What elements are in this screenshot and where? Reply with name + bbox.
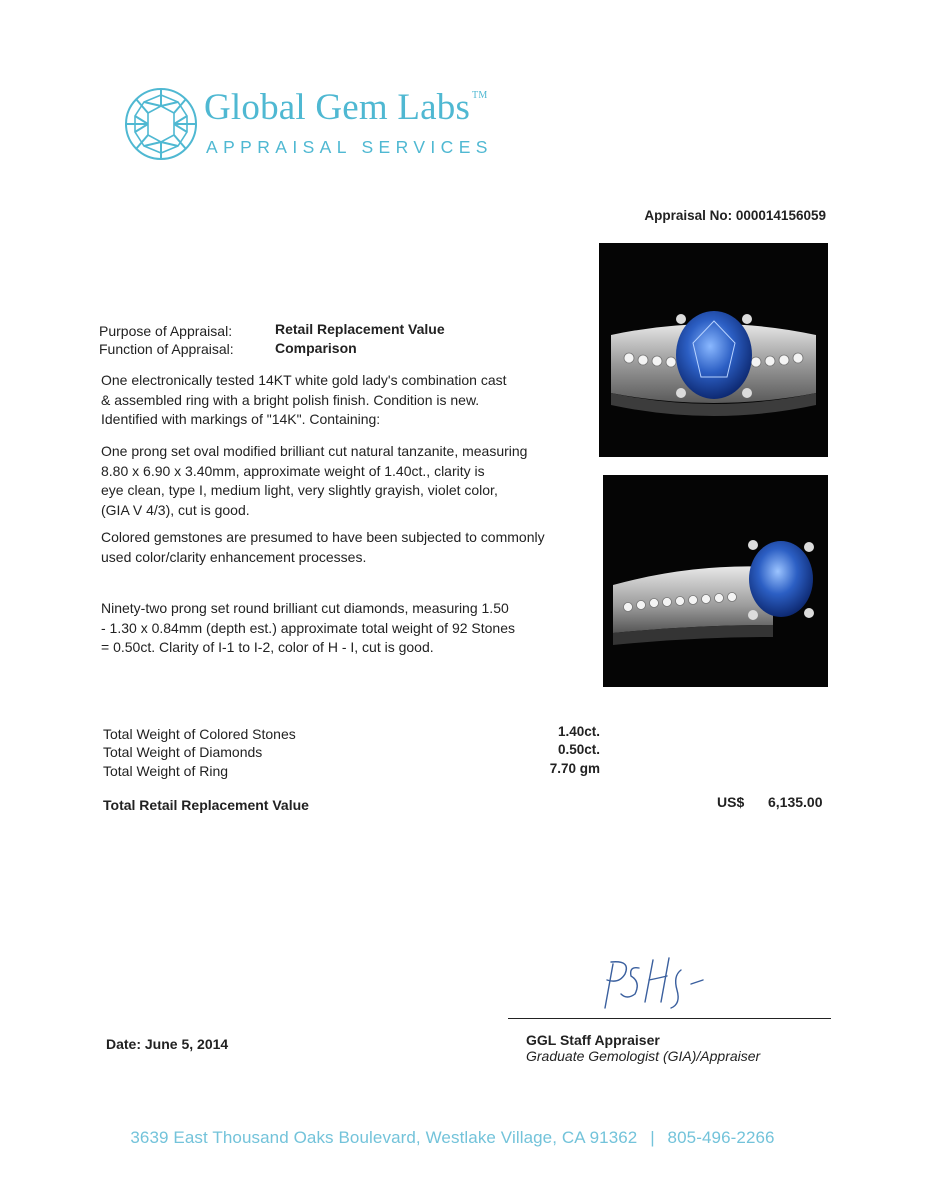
appraiser-title: GGL Staff Appraiser [526, 1032, 660, 1048]
footer-phone: 805-496-2266 [667, 1128, 775, 1147]
purpose-label: Purpose of Appraisal: [99, 323, 233, 339]
ring-photo-side [603, 475, 828, 687]
footer-address: 3639 East Thousand Oaks Boulevard, Westlake Village, CA 91362 [130, 1128, 638, 1147]
footer-contact [0, 1128, 905, 1148]
appraisal-number: Appraisal No: 000014156059 [644, 208, 826, 223]
purpose-value: Retail Replacement Value [275, 321, 445, 337]
appraiser-credential: Graduate Gemologist (GIA)/Appraiser [526, 1048, 761, 1064]
total-colored-stones-label: Total Weight of Colored Stones [103, 726, 296, 742]
total-value-currency: US$ [717, 794, 745, 810]
total-value-label: Total Retail Replacement Value [103, 797, 309, 813]
gem-logo-icon [123, 86, 199, 162]
footer-separator: | [650, 1128, 655, 1147]
function-value: Comparison [275, 340, 357, 356]
total-diamonds-label: Total Weight of Diamonds [103, 744, 263, 760]
description-ring: One electronically tested 14KT white gold lady's combination cast & assembled ring with a bright polish finish. Condition is new. Identified with markings of "14K". Containing: [101, 372, 507, 427]
description-tanzanite: One prong set oval modified brilliant cut natural tanzanite, measuring 8.80 x 6.90 x 3.40mm, approximate weight of 1.40ct., clarity is eye clean, type I, medium light, very slightly grayish, violet color, (GIA V 4/3), cut is good. [101, 443, 528, 518]
ring-photo-front [599, 243, 828, 457]
total-colored-stones-value: 1.40ct. [557, 724, 600, 739]
total-ring-weight-label: Total Weight of Ring [103, 763, 229, 779]
company-name: Global Gem Labs ™ [204, 87, 488, 128]
description-diamonds: Ninety-two prong set round brilliant cut diamonds, measuring 1.50 - 1.30 x 0.84mm (depth est.) approximate total weight of 92 Stones = 0.50ct. Clarity of I-1 to I-2, color of H - I, cut is good. [101, 600, 515, 655]
description-enhancement: Colored gemstones are presumed to have been subjected to commonly used color/clarity enhancement processes. [101, 529, 545, 565]
signature-mark [595, 950, 725, 1012]
appraisal-date: Date: June 5, 2014 [106, 1036, 229, 1052]
company-subtitle: APPRAISAL SERVICES [206, 137, 493, 157]
signature-line [508, 1018, 831, 1019]
total-value-amount: 6,135.00 [768, 794, 823, 810]
function-label: Function of Appraisal: [99, 341, 234, 357]
total-ring-weight-value: 7.70 gm [549, 761, 600, 776]
total-diamonds-value: 0.50ct. [557, 742, 600, 757]
trademark: TM [472, 90, 488, 101]
